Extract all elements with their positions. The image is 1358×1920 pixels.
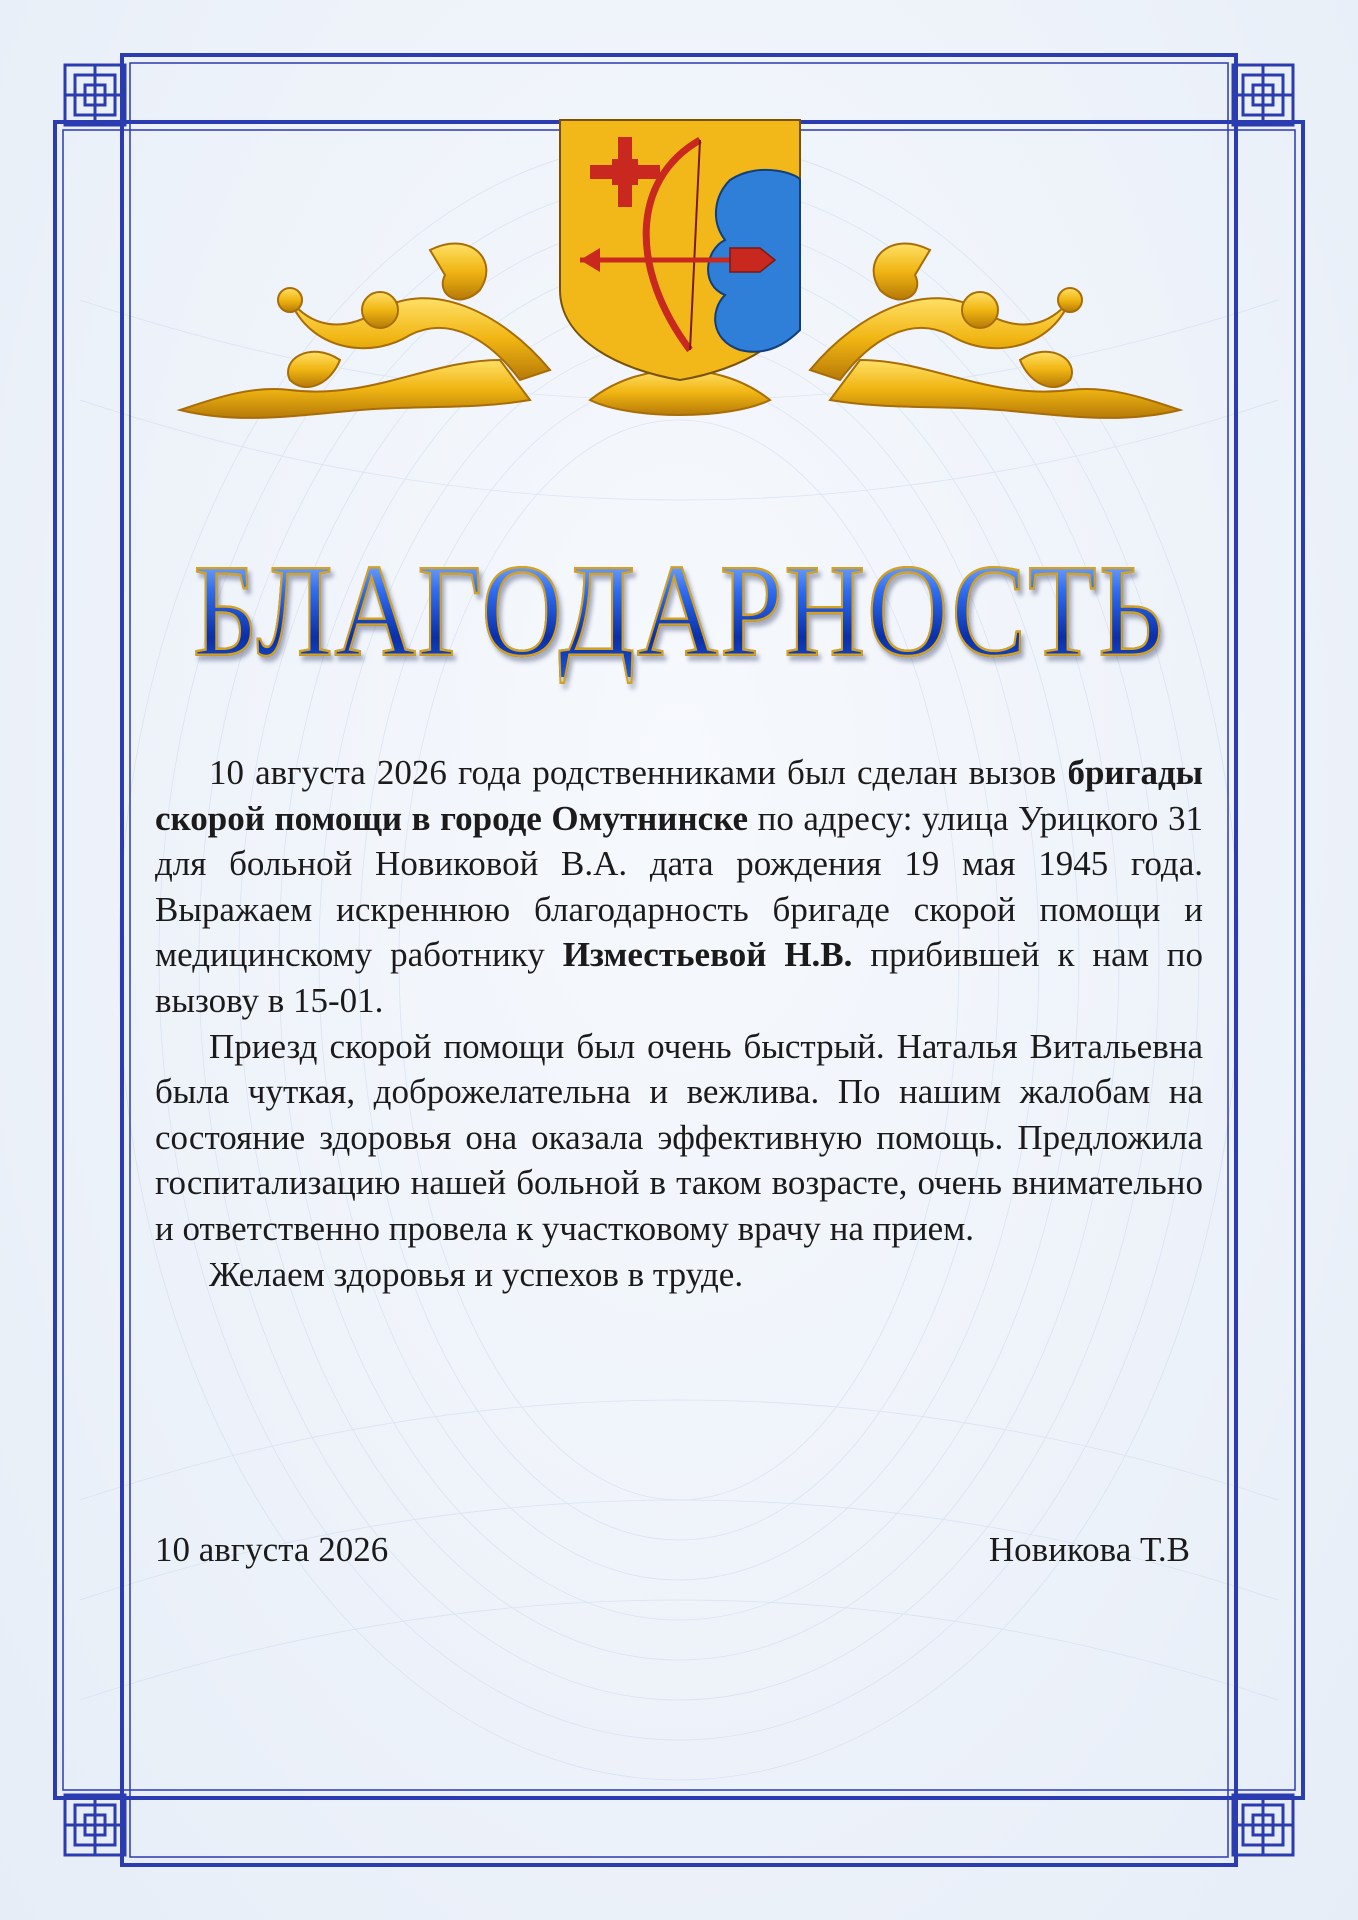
paragraph-1 (155, 750, 1203, 1024)
shield (560, 120, 800, 380)
paragraph-1-text-end: прибившей к нам по вызову в 15-01. (155, 935, 1204, 1020)
signature-date: 10 августа 2026 (155, 1530, 389, 1569)
paragraph-1-text: 10 августа 2026 года родственниками был сделан вызов (209, 753, 1068, 792)
document-body (155, 750, 1203, 1297)
paragraph-1-bold-brigade: бригады скорой помощи в городе Омутнинске (155, 753, 1203, 838)
gold-ornament-left (180, 244, 550, 418)
paragraph-1-text-continued: по адресу: улица Урицкого 31 для больной Новиковой В.А. дата рождения 19 мая 1945 года. Выражаем искреннюю благодарность бригаде скорой помощи и медицинскому работнику (155, 798, 1204, 975)
gold-ornament-right (810, 244, 1180, 418)
paragraph-2: Приезд скорой помощи был очень быстрый. Наталья Витальевна была чуткая, доброжелательна и вежлива. По нашим жалобам на состояние здоровья она оказала эффективную помощь. Предложила госпитализацию нашей больной в таком возрасте, очень внимательно и ответственно провела к участковому врачу на прием. (155, 1026, 1203, 1248)
coat-of-arms-emblem (170, 110, 1190, 430)
paragraph-1-bold-worker: Изместьевой Н.В. (562, 935, 853, 975)
signature-name: Новикова Т.В (988, 1530, 1190, 1569)
document-title: БЛАГОДАРНОСТЬ (0, 545, 1358, 677)
paragraph-3: Желаем здоровья и успехов в труде. (209, 1254, 744, 1294)
